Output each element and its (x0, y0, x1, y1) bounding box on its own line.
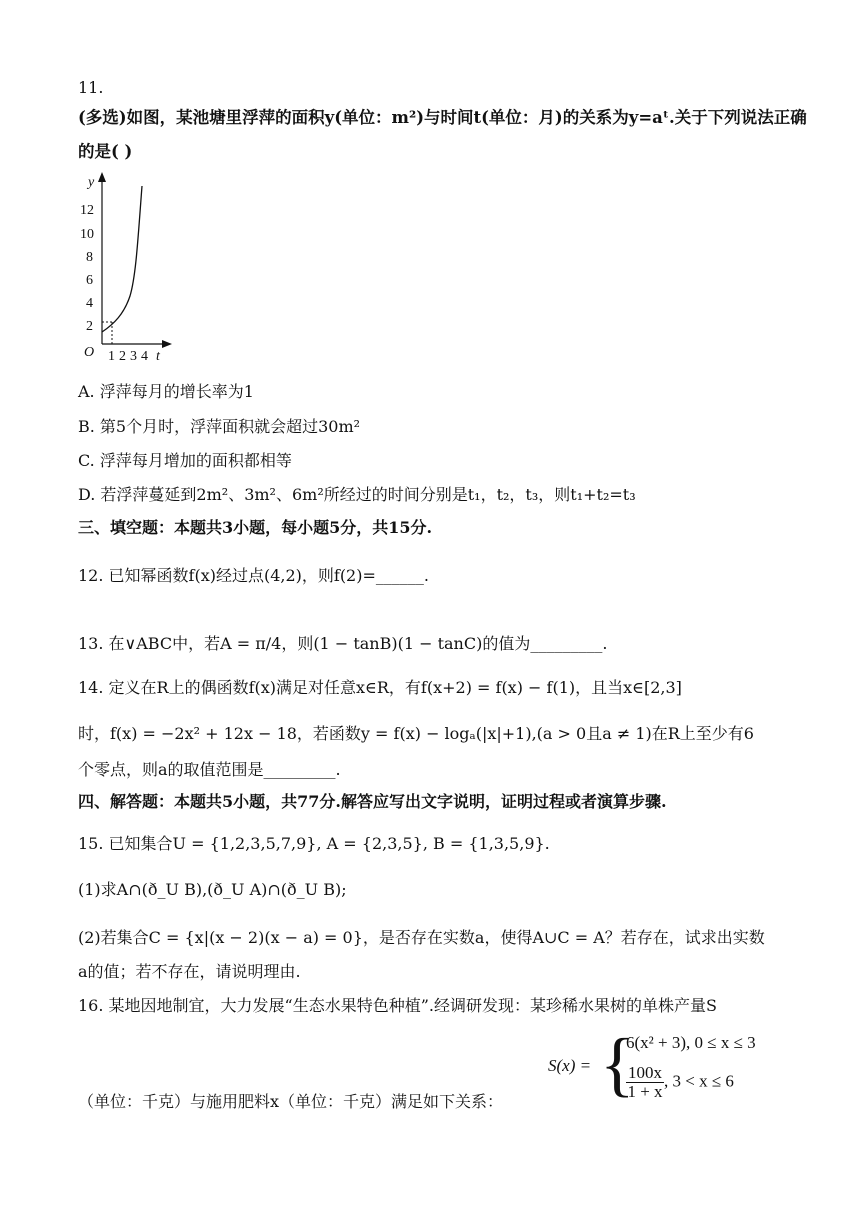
q15-part2-line2: a的值；若不存在，请说明理由. (78, 962, 301, 981)
graph-x-tick: 4 (141, 349, 148, 364)
section-3-heading: 三、填空题：本题共3小题，每小题5分，共15分. (78, 518, 433, 537)
q13: 13. 在∨ABC中，若A = π/4，则(1 − tanB)(1 − tanC)的值为_________. (78, 634, 608, 653)
q14-line1: 14. 定义在R上的偶函数f(x)满足对任意x∈R，有f(x+2) = f(x) − f(1)，且当x∈[2,3] (78, 678, 682, 697)
graph-x-tick: 1 (108, 349, 115, 364)
q11-stem-line2: 的是( ) (78, 142, 133, 161)
graph-origin: O (84, 345, 95, 360)
q12: 12. 已知幂函数f(x)经过点(4,2)，则f(2)=______. (78, 566, 429, 585)
q16-line1: 16. 某地因地制宜，大力发展“生态水果特色种植”.经调研发现：某珍稀水果树的单株产量S (78, 996, 717, 1015)
graph-x-label: t (156, 349, 160, 364)
q11-option-d: D. 若浮萍蔓延到2m²、3m²、6m²所经过的时间分别是t₁，t₂，t₃，则t₁+t₂=t₃ (78, 485, 636, 504)
q16-case2-condition: , 3 < x ≤ 6 (664, 1071, 734, 1091)
q14-line3: 个零点，则a的取值范围是_________. (78, 760, 341, 779)
graph-y-tick: 4 (86, 296, 93, 311)
q15-part1: (1)求A∩(ð_U B),(ð_U A)∩(ð_U B); (78, 880, 347, 899)
q11-number: 11. (78, 78, 104, 97)
q14-line2: 时，f(x) = −2x² + 12x − 18，若函数y = f(x) − logₐ(|x|+1),(a > 0且a ≠ 1)在R上至少有6 (78, 724, 754, 743)
graph-y-label: y (88, 175, 95, 190)
graph-x-tick: 2 (119, 349, 126, 364)
section-4-heading: 四、解答题：本题共5小题，共77分.解答应写出文字说明，证明过程或者演算步骤. (78, 792, 667, 811)
q11-option-a: A. 浮萍每月的增长率为1 (78, 382, 254, 401)
graph-y-tick: 12 (80, 203, 94, 218)
graph-x-tick: 3 (130, 349, 137, 364)
exponential-graph (74, 168, 184, 364)
q15-line1: 15. 已知集合U = {1,2,3,5,7,9}, A = {2,3,5}, B = {1,3,5,9}. (78, 834, 550, 853)
q15-part2-line1: (2)若集合C = {x|(x − 2)(x − a) = 0}，是否存在实数a，使得A∪C = A？若存在，试求出实数 (78, 928, 765, 947)
q16-piecewise-case2 (626, 1064, 734, 1101)
graph-y-tick: 2 (86, 319, 93, 334)
graph-y-tick: 6 (86, 273, 93, 288)
q16-piecewise-brace: { (600, 1024, 635, 1104)
q16-case2-denominator: 1 + x (627, 1082, 663, 1101)
q16-line2: （单位：千克）与施用肥料x（单位：千克）满足如下关系： (78, 1092, 504, 1111)
q16-piecewise-lhs: S(x) = (548, 1056, 592, 1075)
graph-y-tick: 10 (80, 227, 94, 242)
q11-stem-line1: (多选)如图，某池塘里浮萍的面积y(单位：m²)与时间t(单位：月)的关系为y=aᵗ.关于下列说法正确 (78, 108, 807, 127)
q16-piecewise-case1: 6(x² + 3), 0 ≤ x ≤ 3 (626, 1033, 756, 1052)
graph-y-tick: 8 (86, 250, 93, 265)
q16-case2-numerator: 100x (628, 1063, 662, 1082)
q11-option-b: B. 第5个月时，浮萍面积就会超过30m² (78, 417, 361, 436)
q11-option-c: C. 浮萍每月增加的面积都相等 (78, 451, 292, 470)
